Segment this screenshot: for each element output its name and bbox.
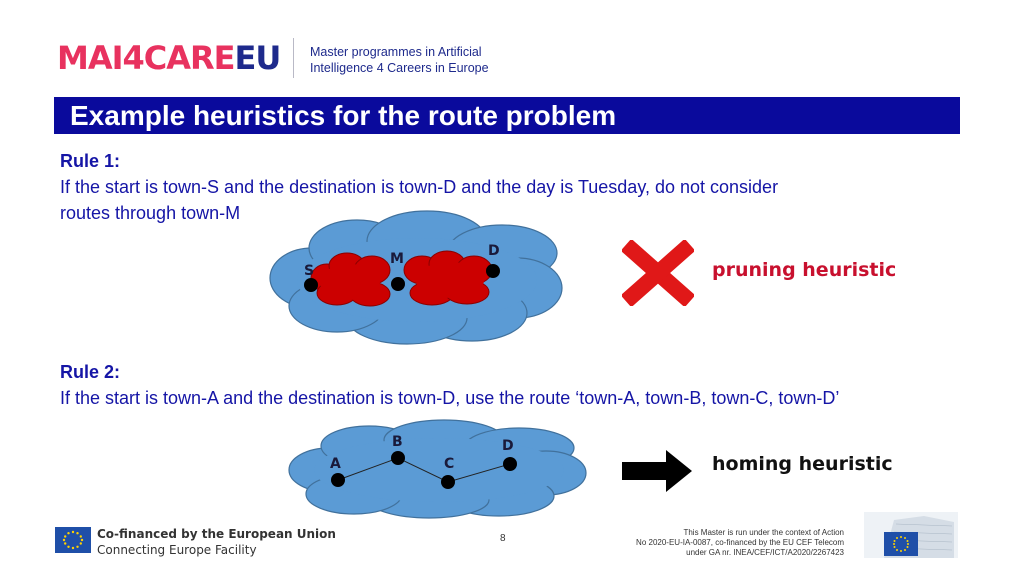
programme-tagline: Master programmes in Artificial Intelligence 4 Careers in Europe [310, 45, 489, 75]
red-x-icon [622, 240, 694, 306]
slide-title: Example heuristics for the route problem [70, 100, 617, 131]
homing-heuristic-label: homing heuristic [712, 453, 893, 475]
town-s-node [304, 278, 318, 292]
slide-title-bar [54, 97, 960, 134]
town-d2-label: D [502, 438, 514, 454]
pruning-heuristic-label: pruning heuristic [712, 259, 897, 281]
eu-commission-building-icon [864, 512, 958, 558]
town-c-node [441, 475, 455, 489]
logo-divider [293, 38, 294, 78]
page-number: 8 [500, 533, 506, 544]
rule2-cloud-diagram [284, 418, 594, 523]
rule1-line1: If the start is town-S and the destination is town-D and the day is Tuesday, do not consider [60, 177, 779, 197]
town-d2-node [503, 457, 517, 471]
rule1-cloud-diagram [262, 208, 572, 348]
right-arrow-icon [622, 450, 694, 492]
town-c-label: C [444, 456, 455, 472]
cofinanced-text: Co-financed by the European Union Connecting Europe Facility [97, 527, 336, 557]
mai4careeu-logo: MAI4CAREEU [57, 39, 281, 77]
rule2-text [60, 359, 839, 411]
rule2-heading: Rule 2: [60, 362, 121, 382]
town-b-node [391, 451, 405, 465]
town-a-label: A [330, 456, 341, 472]
eu-flag-icon [55, 527, 91, 553]
town-m-label: M [390, 251, 404, 267]
town-d-label: D [488, 243, 500, 259]
rule2-line: If the start is town-A and the destination is town-D, use the route ‘town-A, town-B, town-C, town-D’ [60, 388, 840, 408]
town-d-node [486, 264, 500, 278]
rule1-line2: routes through town-M [60, 203, 241, 223]
town-m-node [391, 277, 405, 291]
funding-note: This Master is run under the context of Action No 2020-EU-IA-0087, co-financed by the EU CEF Telecom under GA nr. INEA/CEF/ICT/A2020/2267423 [636, 528, 844, 557]
town-s-label: S [304, 263, 315, 279]
rule1-heading: Rule 1: [60, 151, 121, 171]
town-b-label: B [392, 434, 403, 450]
town-a-node [331, 473, 345, 487]
